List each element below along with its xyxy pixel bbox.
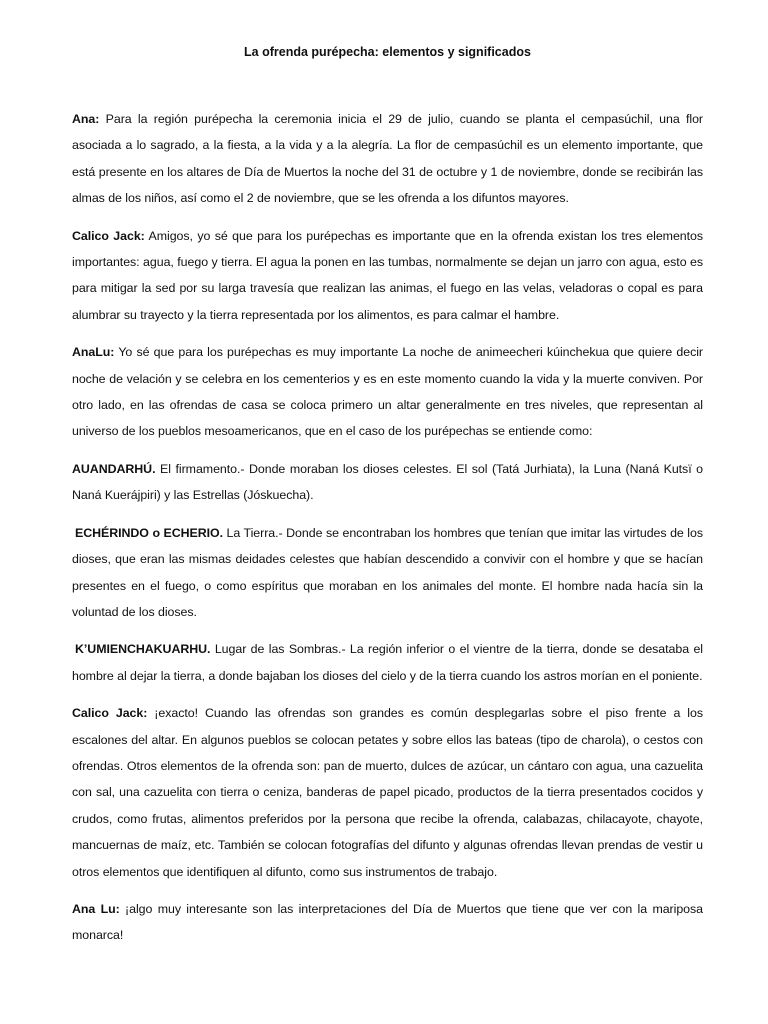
paragraph-analu bbox=[72, 339, 703, 445]
term-label: ECHÉRINDO o ECHERIO. bbox=[75, 525, 223, 540]
document-page bbox=[72, 44, 703, 960]
speaker-label: Calico Jack: bbox=[72, 706, 148, 721]
term-label: K’UMIENCHAKUARHU. bbox=[75, 642, 211, 657]
speaker-label: Calico Jack: bbox=[72, 228, 145, 243]
paragraph-text: La Tierra.- Donde se encontraban los hombres que tenían que imitar las virtudes de los dioses, que eran las mismas deidades celestes que habían descendido a convivir con el hombre y que se hacían presentes en el fuego, o como espíritus que moraban en los animales del monte. El hombre nada hacía sin la voluntad de los dioses. bbox=[72, 525, 703, 619]
paragraph-ana-lu bbox=[72, 896, 703, 949]
paragraph-auandarhu bbox=[72, 456, 703, 509]
paragraph-calico-jack-2 bbox=[72, 700, 703, 885]
paragraph-text: Para la región purépecha la ceremonia inicia el 29 de julio, cuando se planta el cempasúchil, una flor asociada a lo sagrado, a la fiesta, a la vida y a la alegría. La flor de cempasúchil es un elemento importante, que está presente en los altares de Día de Muertos la noche del 31 de octubre y 1 de noviembre, donde se recibirán las almas de los niños, así como el 2 de noviembre, que se les ofrenda a los difuntos mayores. bbox=[72, 112, 703, 206]
document-title: La ofrenda purépecha: elementos y significados bbox=[244, 45, 531, 59]
speaker-label: Ana: bbox=[72, 112, 100, 126]
paragraph-kumienchakuarhu bbox=[72, 636, 703, 689]
term-label: AUANDARHÚ. bbox=[72, 461, 156, 476]
paragraph-text: ¡algo muy interesante son las interpretaciones del Día de Muertos que tiene que ver con la mariposa monarca! bbox=[72, 901, 703, 943]
paragraph-text: Amigos, yo sé que para los purépechas es importante que en la ofrenda existan los tres elementos importantes: agua, fuego y tierra. El agua la ponen en las tumbas, normalmente se dejan un jarro con agua, esto es para mitigar la sed por su larga travesía que realizan las animas, el fuego en las velas, veladoras o copal es para alumbrar su trayecto y la tierra representada por los alimentos, es para calmar el hambre. bbox=[72, 228, 704, 322]
paragraph-text: El firmamento.- Donde moraban los dioses celestes. El sol (Tatá Jurhiata), la Luna (Naná Kutsï o Naná Kuerájpiri) y las Estrellas (Jóskuecha). bbox=[72, 461, 703, 503]
speaker-label: Ana Lu: bbox=[72, 901, 120, 916]
paragraph-text: Yo sé que para los purépechas es muy importante La noche de animeecheri kúinchekua que quiere decir noche de velación y se celebra en los cementerios y es en este momento cuando la vida y la muerte conviven. Por otro lado, en las ofrendas de casa se coloca primero un altar generalmente en tres niveles, que representan al universo de los pueblos mesoamericanos, que en el caso de los purépechas se entiende como: bbox=[72, 345, 703, 439]
paragraph-text: Lugar de las Sombras.- La región inferior o el vientre de la tierra, donde se desataba el hombre al dejar la tierra, a donde bajaban los dioses del cielo y de la tierra cuando los astros morían en el poniente. bbox=[72, 642, 703, 683]
paragraph-echerindo bbox=[72, 520, 703, 626]
paragraph-ana bbox=[72, 106, 703, 212]
speaker-label: AnaLu: bbox=[72, 345, 115, 360]
paragraph-text: ¡exacto! Cuando las ofrendas son grandes es común desplegarlas sobre el piso frente a los escalones del altar. En algunos pueblos se colocan petates y sobre ellos las bateas (tipo de charola), o cestos con ofrendas. Otros elementos de la ofrenda son: pan de muerto, dulces de azúcar, un cántaro con agua, una cazuelita con sal, una cazuelita con tierra o ceniza, banderas de papel picado, productos de la tierra presentados cocidos y crudos, como frutas, alimentos preferidos por la persona que recibe la ofrenda, calabazas, chilacayote, chayote, mancuernas de maíz, etc. También se colocan fotografías del difunto y algunas ofrendas llevan prendas de vestir u otros elementos que identifiquen al difunto, como sus instrumentos de trabajo. bbox=[72, 706, 703, 879]
paragraph-calico-jack-1 bbox=[72, 223, 703, 329]
